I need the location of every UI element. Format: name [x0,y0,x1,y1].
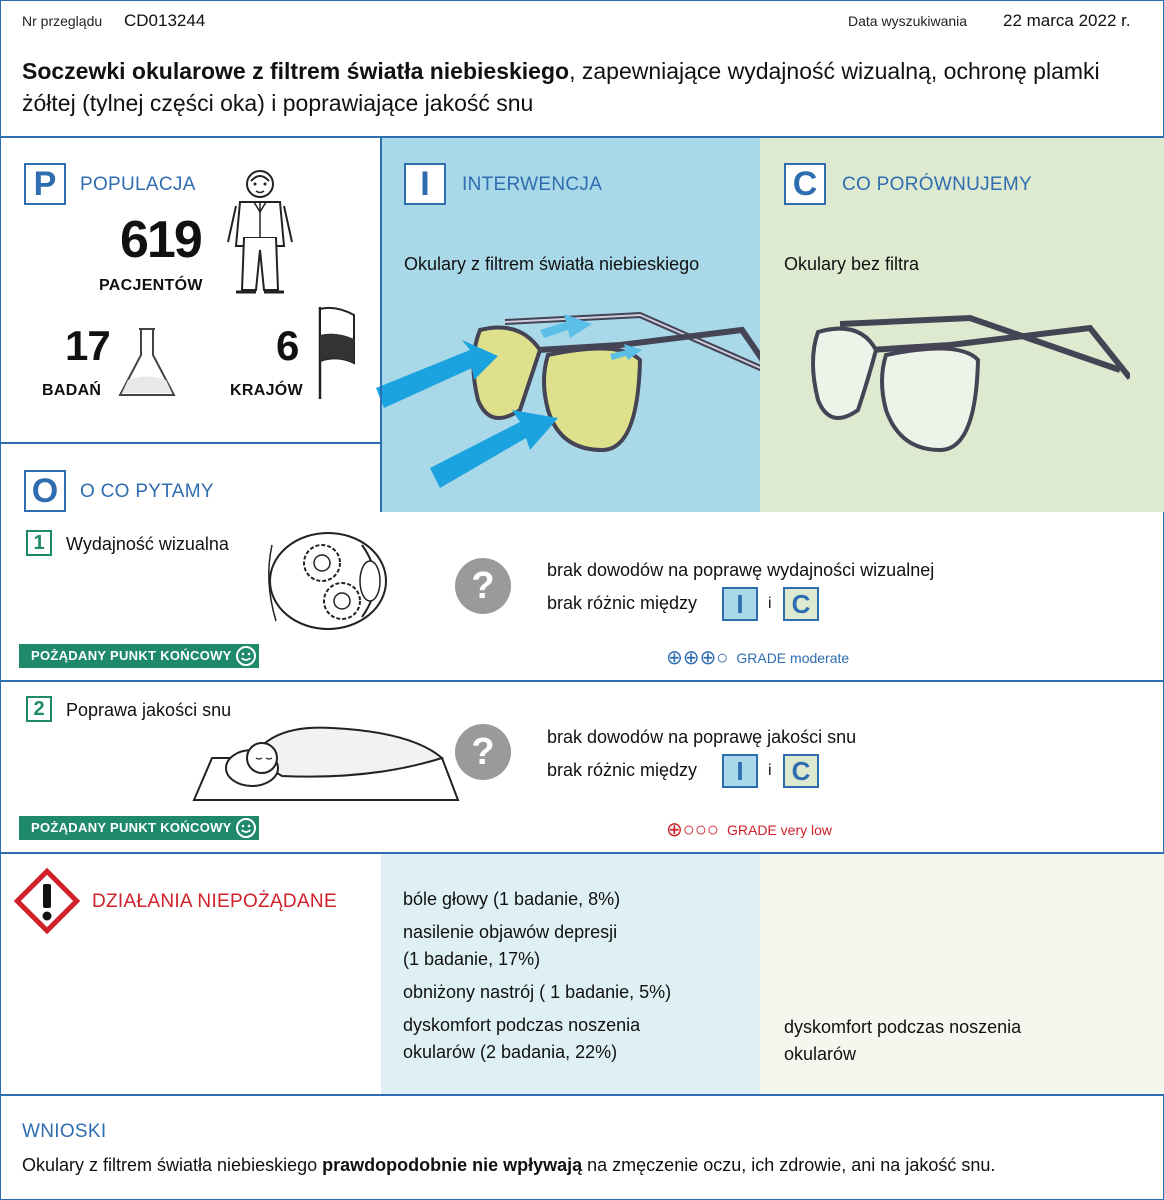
outcome-1-endpoint-badge [19,644,259,668]
divider [0,442,382,444]
conclusions-post: na zmęczenie oczu, ich zdrowie, ani na jakość snu. [582,1155,996,1175]
countries-count: 6 [276,322,299,369]
conclusions-bold: prawdopodobnie nie wpływają [322,1155,583,1175]
endpoint-label: POŻĄDANY PUNKT KOŃCOWY [31,820,232,835]
population-heading: POPULACJA [80,174,196,195]
eye-icon [262,525,394,633]
outcome-2-i-box: I [722,754,758,788]
comparison-letter: C [784,163,826,205]
conclusions-text [22,1152,1142,1178]
divider [0,1094,1164,1096]
review-number: CD013244 [124,11,206,30]
adverse-item: (1 badanie, 17%) [403,949,541,969]
title-rest: , zapewniające wydajność wizualną, ochronę plamki żółtej (tylnej części oka) i poprawiające jakość snu [22,58,1100,116]
flag-icon [316,305,360,401]
search-date: 22 marca 2022 r. [1003,11,1131,30]
outcome-2-and: i [768,762,772,779]
question-icon: ? [455,558,511,614]
outcome-1-and: i [768,595,772,612]
outcome-1-difference: brak różnic między [547,593,698,613]
grade-text: GRADE moderate [736,649,850,666]
intervention-heading: INTERWENCJA [462,174,603,195]
outcome-2-c-box: C [783,754,819,788]
adverse-item: nasilenie objawów depresji [403,922,618,942]
title-bold: Soczewki okularowe z filtrem światła niebieskiego [22,58,570,84]
divider [380,138,382,512]
glasses-filter-illustration [370,300,760,510]
grade-text: GRADE very low [727,821,833,838]
studies-label: BADAŃ [42,382,102,399]
adverse-comparison-item: dyskomfort podczas noszenia [784,1017,1022,1037]
outcome-1-number: 1 [26,530,52,556]
conclusions-pre: Okulary z filtrem światła niebieskiego [22,1155,323,1175]
comparison-heading: CO PORÓWNUJEMY [842,174,1032,195]
smiley-icon [235,645,257,667]
review-number-label: Nr przeglądu [22,13,103,29]
adverse-item: obniżony nastrój ( 1 badanie, 5%) [403,982,672,1002]
population-letter: P [24,163,66,205]
divider [0,680,1164,682]
smiley-icon [235,817,257,839]
page-title [22,55,1132,119]
intervention-letter: I [404,163,446,205]
outcome-2-number: 2 [26,696,52,722]
grade-symbols: ⊕○○○ [666,819,719,841]
flask-icon [114,325,180,401]
glasses-plain-illustration [800,300,1130,500]
adverse-item: okularów (2 badania, 22%) [403,1042,618,1062]
outcome-1-name: Wydajność wizualna [66,534,229,554]
outcome-1-i-box: I [722,587,758,621]
patients-label: PACJENTÓW [99,277,203,294]
outcomes-letter: O [24,470,66,512]
outcome-1-grade [666,645,849,670]
adverse-item: dyskomfort podczas noszenia [403,1015,641,1035]
outcome-2-grade [666,817,832,842]
outcome-2-name: Poprawa jakości snu [66,700,232,720]
countries-label: KRAJÓW [230,382,303,399]
search-date-label: Data wyszukiwania [848,13,968,29]
person-icon [218,166,302,298]
endpoint-label: POŻĄDANY PUNKT KOŃCOWY [31,648,232,663]
adverse-heading: DZIAŁANIA NIEPOŻĄDANE [92,891,337,912]
outcome-1-c-box: C [783,587,819,621]
outcomes-heading: O CO PYTAMY [80,481,214,502]
studies-count: 17 [65,322,110,369]
adverse-comparison-item: okularów [784,1044,857,1064]
intervention-text: Okulary z filtrem światła niebieskiego [404,254,700,274]
outcome-2-difference: brak różnic między [547,760,698,780]
outcome-2-endpoint-badge [19,816,259,840]
outcome-1-result: brak dowodów na poprawę wydajności wizualnej [547,560,935,580]
sleeping-person-icon [192,718,462,804]
patients-count: 619 [120,211,201,269]
question-icon: ? [455,724,511,780]
adverse-item: bóle głowy (1 badanie, 8%) [403,889,621,909]
comparison-text: Okulary bez filtra [784,254,920,274]
grade-symbols: ⊕⊕⊕○ [666,647,729,669]
conclusions-heading: WNIOSKI [22,1121,107,1142]
outcome-2-result: brak dowodów na poprawę jakości snu [547,727,857,747]
warning-icon [12,866,82,936]
